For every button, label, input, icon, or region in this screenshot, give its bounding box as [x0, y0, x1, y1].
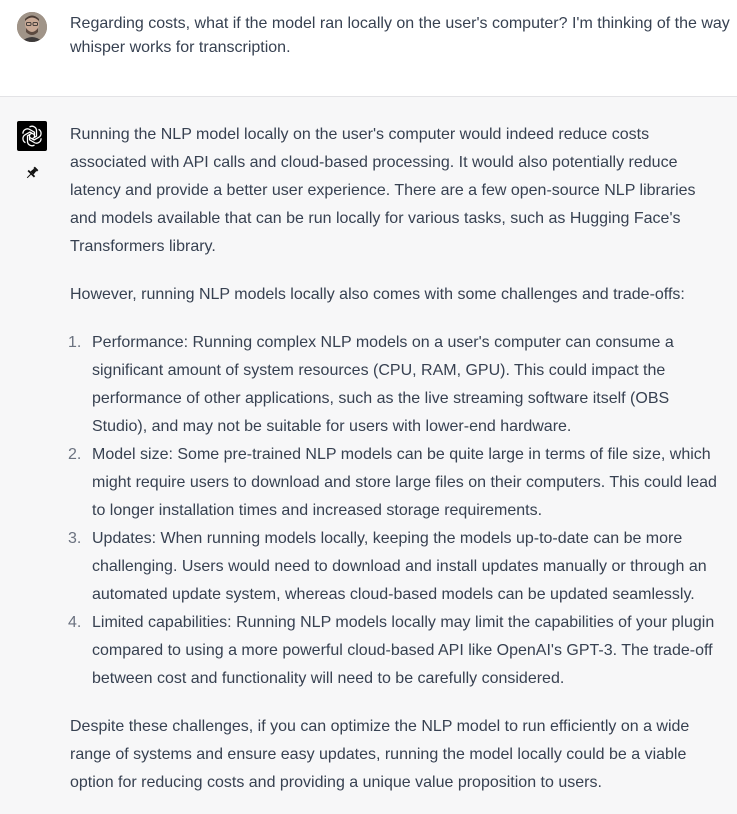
user-avatar — [17, 12, 47, 42]
list-item — [70, 609, 726, 693]
list-item — [70, 525, 726, 609]
openai-logo-icon — [17, 121, 47, 151]
list-item-number: 3. — [68, 530, 82, 547]
response-conclusion: Despite these challenges, if you can optimize the NLP model to run efficiently on a wide range of systems and ensure easy updates, running the model locally could be a viable option for reducing costs and providing a unique value proposition to users. — [70, 718, 690, 791]
challenges-list — [70, 329, 726, 693]
list-item — [70, 329, 726, 441]
list-item-text: Updates: When running models locally, keeping the models up-to-date can be more challenging. Users would need to download and install updates manually or through an automated update system, whereas cloud-based models can be updated seamlessly. — [92, 530, 707, 603]
list-item-number: 2. — [68, 446, 82, 463]
list-item-text: Model size: Some pre-trained NLP models can be quite large in terms of file size, which might require users to download and store large files on their computers. This could lead to longer installation times and increased storage requirements. — [92, 446, 717, 519]
assistant-message-row — [0, 97, 737, 814]
assistant-response — [70, 121, 726, 814]
list-item-number: 4. — [68, 614, 82, 631]
user-message-row — [0, 0, 737, 97]
response-lead-in: However, running NLP models locally also comes with some challenges and trade-offs: — [70, 286, 685, 303]
pin-icon[interactable] — [24, 165, 40, 181]
list-item — [70, 441, 726, 525]
list-item-text: Limited capabilities: Running NLP models locally may limit the capabilities of your plugin compared to using a more powerful cloud-based API like OpenAI's GPT-3. The trade-off between cost and functionality will need to be carefully considered. — [92, 614, 715, 687]
user-message-text: Regarding costs, what if the model ran locally on the user's computer? I'm thinking of the way whisper works for transcription. — [70, 15, 730, 56]
list-item-text: Performance: Running complex NLP models on a user's computer can consume a significant amount of system resources (CPU, RAM, GPU). This could impact the performance of other applications, such as the live streaming software itself (OBS Studio), and may not be suitable for users with lower-end hardware. — [92, 334, 674, 435]
response-intro: Running the NLP model locally on the user's computer would indeed reduce costs associated with API calls and cloud-based processing. It would also potentially reduce latency and provide a better user experience. There are a few open-source NLP libraries and models available that can be run locally for various tasks, such as Hugging Face's Transformers library. — [70, 126, 696, 255]
list-item-number: 1. — [68, 334, 82, 351]
